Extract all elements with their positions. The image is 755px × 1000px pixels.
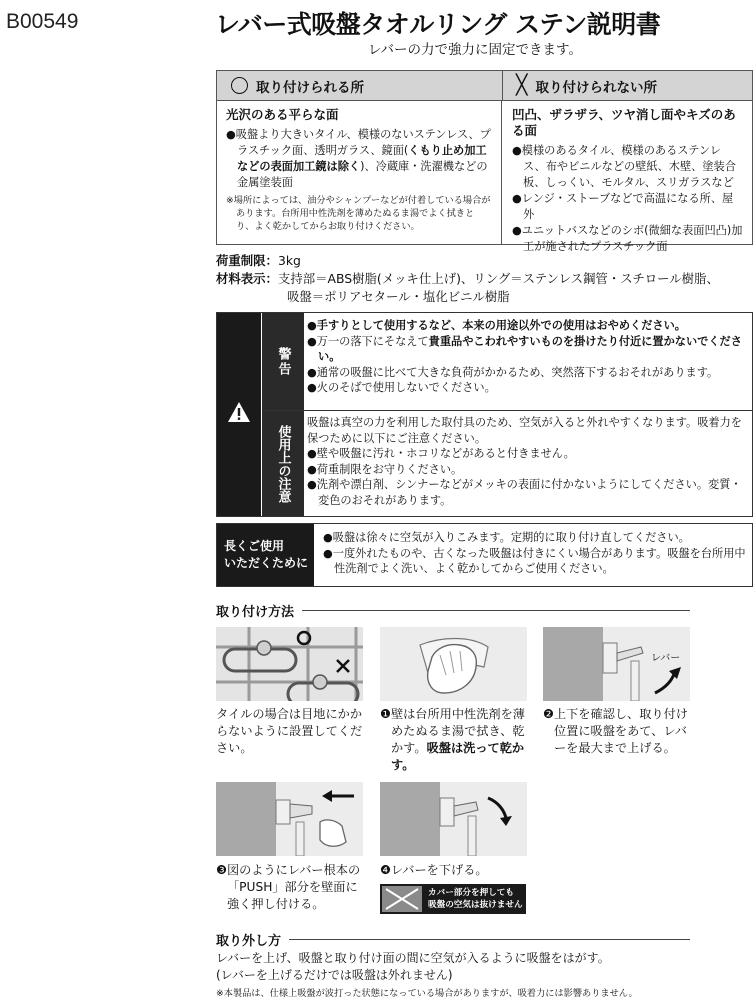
warning-item-text: 手すりとして使用するなど、本来の用途以外での使用はおやめください。 — [316, 319, 686, 332]
remove-line-2: (レバーを上げるだけでは吸盤は外れません) — [216, 968, 453, 982]
long-use-label-1: 長くご使用 — [224, 539, 285, 553]
step2-illustration — [543, 627, 690, 701]
lever-down-drawing — [380, 782, 527, 856]
lever-label: レバー — [651, 653, 681, 664]
step4-caption — [380, 862, 530, 879]
install-heading-text: 取り付け方法 — [216, 605, 295, 620]
step4-text: ❹レバーを下げる。 — [380, 863, 488, 877]
step2-text-body: 上下を確認し、取り付け位置に吸盤をあて、レバーを最大まで上げる。 — [553, 707, 688, 755]
warning-block — [216, 312, 753, 517]
caution-intro: 吸盤は真空の力を利用した取付具のため、空気が入ると外れやすくなります。吸着力を保つために以下にご注意ください。 — [307, 416, 742, 445]
material-info — [216, 270, 719, 287]
step1-illustration — [380, 627, 527, 701]
caution-list — [307, 415, 746, 509]
remove-line-1: レバーを上げ、吸盤と取り付け面の間に空気が入るように吸盤をはがす。 — [216, 951, 610, 965]
caution-item-text: 洗剤や漂白剤、シンナーなどがメッキの表面に付かないようにしてください。変質・変色のおそれがあります。 — [316, 478, 742, 507]
caution-label: 使用上の注意 — [262, 411, 304, 516]
load-limit-value: 3kg — [277, 253, 301, 268]
warning-item: ●万一の落下にそなえて貴重品やこわれやすいものを掛けたり付近に置かないでください。 — [307, 334, 742, 364]
long-use-list — [323, 530, 746, 577]
push-press-drawing — [216, 782, 363, 856]
cannot-mount-body — [503, 101, 752, 253]
warning-item: ●通常の吸盤に比べて大きな負荷がかかるため、突然落下するおそれがあります。 — [307, 365, 719, 379]
material-line-2: 吸盤＝ポリアセタール・塩化ビニル樹脂 — [287, 289, 510, 304]
warning-item: ●手すりとして使用するなど、本来の用途以外での使用はおやめください。 — [307, 319, 686, 332]
page-title: レバー式吸盤タオルリング ステン説明書 — [215, 10, 661, 39]
remove-heading — [216, 930, 690, 949]
warning-sidebar — [217, 313, 261, 516]
remove-heading-text: 取り外し方 — [216, 934, 282, 949]
cannot-item: ●ユニットバスなどのシボ(微細な表面凹凸)加工が施されたプラスチック面 — [512, 224, 743, 253]
step3-illustration — [216, 782, 363, 856]
step1-caption — [380, 706, 530, 774]
lever-up-drawing — [543, 627, 690, 701]
warning-divider — [262, 410, 752, 411]
cannot-item: ●模様のあるタイル、模様のあるステンレス、布やビニルなどの壁紙、木壁、塗装合板、しっくい、モルタル、スリガラスなど — [512, 144, 736, 189]
step4-illustration — [380, 782, 527, 856]
step4-text-body: レバーを下げる。 — [390, 863, 488, 877]
caution-item: ●壁や吸盤に汚れ・ホコリなどがあると付きません。 — [307, 447, 575, 461]
footnote: ※本製品は、仕様上吸盤が波打った状態になっている場合がありますが、吸着力には影響ありません。 — [216, 988, 638, 999]
warning-triangle-icon — [227, 401, 251, 423]
wiping-hand-drawing — [380, 627, 527, 701]
ng-note — [380, 884, 526, 914]
document-code: B00549 — [6, 10, 79, 33]
cannot-item-text: 模様のあるタイル、模様のあるステンレス、布やビニルなどの壁紙、木壁、塗装合板、しっくい、モルタル、スリガラスなど — [521, 144, 736, 189]
step3-caption — [216, 862, 366, 913]
long-use-item: ●吸盤は徐々に空気が入りこみます。定期的に取り付け直してください。 — [323, 531, 690, 544]
install-heading — [216, 601, 690, 620]
step3-text-body: 図のようにレバー根本の「PUSH」部分を壁面に強く押し付ける。 — [226, 863, 361, 911]
remove-heading-rule — [289, 939, 690, 940]
can-mount-body — [217, 101, 502, 244]
long-use-label-2: いただくために — [224, 556, 309, 570]
warning-label: 警告 — [262, 313, 304, 410]
cannot-item-text: レンジ・ストーブなどで高温になる所、屋外 — [521, 192, 734, 221]
can-item-text-b: くもり止め加工などの表面加工鏡は除く — [237, 144, 487, 173]
step2-caption — [543, 706, 693, 757]
can-item: ●吸盤より大きいタイル、模様のないステンレス、プラスチック面、透明ガラス、鏡面(くもり止め加工などの表面加工鏡は除く)、冷蔵庫・洗濯機などの金属塗装面 — [226, 128, 491, 189]
ng-note-text — [428, 887, 523, 911]
tile-grid-drawing — [216, 627, 363, 701]
long-use-item: ●一度外れたものや、古くなった吸盤は付きにくい場合があります。吸盤を台所用中性洗剤でよく洗い、よく乾かしてからご使用ください。 — [323, 546, 746, 576]
page-subtitle: レバーの力で強力に固定できます。 — [368, 42, 582, 58]
ng-note-line-2: 吸盤の空気は抜けません — [428, 900, 523, 910]
cannot-mount-header-label: 取り付けられない所 — [535, 79, 657, 96]
caution-item: ●洗剤や漂白剤、シンナーなどがメッキの表面に付かないようにしてください。変質・変色のおそれがあります。 — [307, 478, 742, 507]
long-use-label — [217, 524, 314, 586]
can-item-text-a: 吸盤より大きいタイル、模様のないステンレス、プラスチック面、透明ガラス、鏡面( — [235, 128, 491, 157]
step1-text-b: 吸盤は洗って乾かす。 — [391, 741, 525, 772]
mount-location-table — [216, 70, 753, 253]
warning-item-text-b: 貴重品やこわれやすいものを掛けたり付近に置かないでください。 — [318, 334, 742, 364]
can-note: ※場所によっては、油分やシャンプーなどが付着している場合があります。台所用中性洗剤を薄めたぬるま湯でよく拭きとり、よく乾かしてからお取り付けください。 — [226, 195, 491, 232]
tile-caption: タイルの場合は目地にかからないように設置してください。 — [216, 707, 363, 755]
circle-ok-icon — [231, 77, 248, 94]
can-surface-title: 光沢のある平らな面 — [226, 107, 339, 122]
step3-text: ❸図のようにレバー根本の「PUSH」部分を壁面に強く押し付ける。 — [216, 863, 361, 911]
long-use-block — [216, 523, 753, 587]
load-limit — [216, 252, 301, 269]
tile-illustration — [216, 627, 363, 701]
warning-item: ●火のそばで使用しないでください。 — [307, 381, 496, 395]
material-line-1: 支持部＝ABS樹脂(メッキ仕上げ)、リング＝ステンレス鋼管・スチロール樹脂、 — [277, 271, 719, 286]
load-limit-label: 荷重制限： — [216, 253, 278, 268]
caution-item: ●荷重制限をお守りください。 — [307, 462, 463, 476]
step1-text: ❶壁は台所用中性洗剤を薄めたぬるま湯で拭き、乾かす。吸盤は洗って乾かす。 — [380, 707, 525, 772]
warning-item-text-a: 万一の落下にそなえて — [316, 334, 429, 348]
install-heading-rule — [302, 610, 690, 611]
cannot-mount-header — [503, 71, 752, 101]
ng-note-line-1: カバー部分を押しても — [428, 888, 514, 898]
can-mount-header-label: 取り付けられる所 — [256, 79, 364, 96]
cross-ng-icon: ╳ — [516, 74, 528, 96]
can-item-text-c: )、冷蔵庫・洗濯機などの金属塗装面 — [237, 160, 488, 189]
ng-cross-icon — [382, 886, 422, 912]
cannot-item: ●レンジ・ストーブなどで高温になる所、屋外 — [512, 192, 734, 221]
long-use-item-text: 一度外れたものや、古くなった吸盤は付きにくい場合があります。吸盤を台所用中性洗剤でよく洗い、よく乾かしてからご使用ください。 — [332, 546, 746, 576]
can-mount-header — [217, 71, 503, 101]
caution-item-text: 荷重制限をお守りください。 — [316, 462, 463, 476]
long-use-item-text: 吸盤は徐々に空気が入りこみます。定期的に取り付け直してください。 — [332, 531, 690, 544]
cannot-surface-title: 凹凸、ザラザラ、ツヤ消し面やキズのある面 — [512, 107, 736, 138]
step2-text: ❷上下を確認し、取り付け位置に吸盤をあて、レバーを最大まで上げる。 — [543, 707, 688, 755]
step1-text-a: 壁は台所用中性洗剤を薄めたぬるま湯で拭き、乾かす。 — [390, 707, 525, 755]
warning-list — [307, 318, 746, 396]
material-label: 材料表示： — [216, 271, 278, 286]
warning-item-text: 火のそばで使用しないでください。 — [316, 381, 496, 395]
caution-item-text: 壁や吸盤に汚れ・ホコリなどがあると付きません。 — [316, 447, 575, 461]
warning-item-text: 通常の吸盤に比べて大きな負荷がかかるため、突然落下するおそれがあります。 — [316, 365, 719, 379]
cannot-item-text: ユニットバスなどのシボ(微細な表面凹凸)加工が施されたプラスチック面 — [521, 224, 743, 253]
